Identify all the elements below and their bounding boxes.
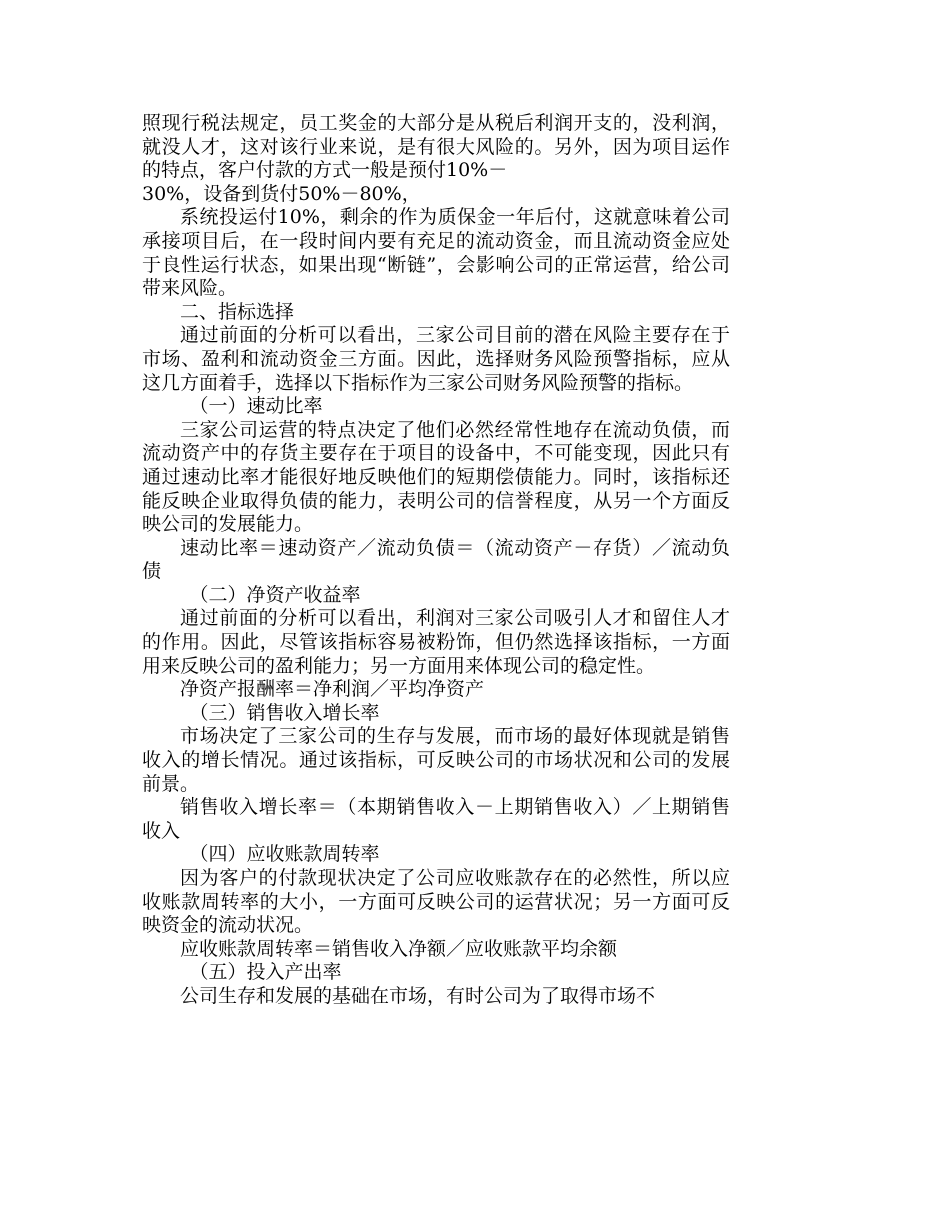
subheading-4: （四）应收账款周转率 (189, 843, 380, 866)
paragraph-7: 市场决定了三家公司的生存与发展，而市场的最好体现就是销售收入的增长情况。通过该指标，可反映公司的市场状况和公司的发展前景。 (142, 725, 730, 795)
paragraph-3: 系统投运付10%，剩余的作为质保金一年后付，这就意味着公司承接项目后，在一段时间内要有充足的流动资金，而且流动资金应处于良性运行状态，如果出现“断链”，会影响公司的正常运营，给公司带来风险。 (142, 206, 730, 300)
formula-sales-growth: 销售收入增长率＝（本期销售收入－上期销售收入）／上期销售收入 (142, 796, 730, 842)
paragraph-2: 30%，设备到货付50%－80%， (142, 182, 421, 205)
subheading-5: （五）投入产出率 (189, 961, 342, 984)
paragraph-4: 通过前面的分析可以看出，三家公司目前的潜在风险主要存在于市场、盈利和流动资金三方面。因此，选择财务风险预警指标，应从这几方面着手，选择以下指标作为三家公司财务风险预警的指标。 (142, 324, 730, 394)
document-page (142, 112, 730, 1009)
paragraph-5: 三家公司运营的特点决定了他们必然经常性地存在流动负债，而流动资产中的存货主要存在于项目的设备中，不可能变现，因此只有通过速动比率才能很好地反映他们的短期偿债能力。同时，该指标还能反映企业取得负债的能力，表明公司的信誉程度，从另一个方面反映公司的发展能力。 (142, 418, 730, 536)
subheading-2: （二）净资产收益率 (189, 583, 361, 606)
section-heading-2: 二、指标选择 (180, 300, 295, 323)
formula-receivables-turnover: 应收账款周转率＝销售收入净额／应收账款平均余额 (180, 937, 618, 960)
subheading-1: （一）速动比率 (189, 395, 323, 418)
paragraph-8: 因为客户的付款现状决定了公司应收账款存在的必然性，所以应收账款周转率的大小，一方面可反映公司的运营状况；另一方面可反映资金的流动状况。 (142, 867, 730, 937)
subheading-3: （三）销售收入增长率 (189, 701, 380, 724)
formula-quick-ratio: 速动比率＝速动资产／流动负债＝（流动资产－存货）／流动负债 (142, 536, 730, 583)
formula-roe: 净资产报酬率＝净利润／平均净资产 (180, 678, 485, 701)
paragraph-6: 通过前面的分析可以看出，利润对三家公司吸引人才和留住人才的作用。因此，尽管该指标容易被粉饰，但仍然选择该指标，一方面用来反映公司的盈利能力；另一方面用来体现公司的稳定性。 (142, 607, 730, 677)
paragraph-1: 照现行税法规定，员工奖金的大部分是从税后利润开支的，没利润，就没人才，这对该行业来说，是有很大风险的。另外，因为项目运作的特点，客户付款的方式一般是预付10%－ (142, 112, 730, 182)
paragraph-9: 公司生存和发展的基础在市场，有时公司为了取得市场不 (180, 984, 656, 1007)
